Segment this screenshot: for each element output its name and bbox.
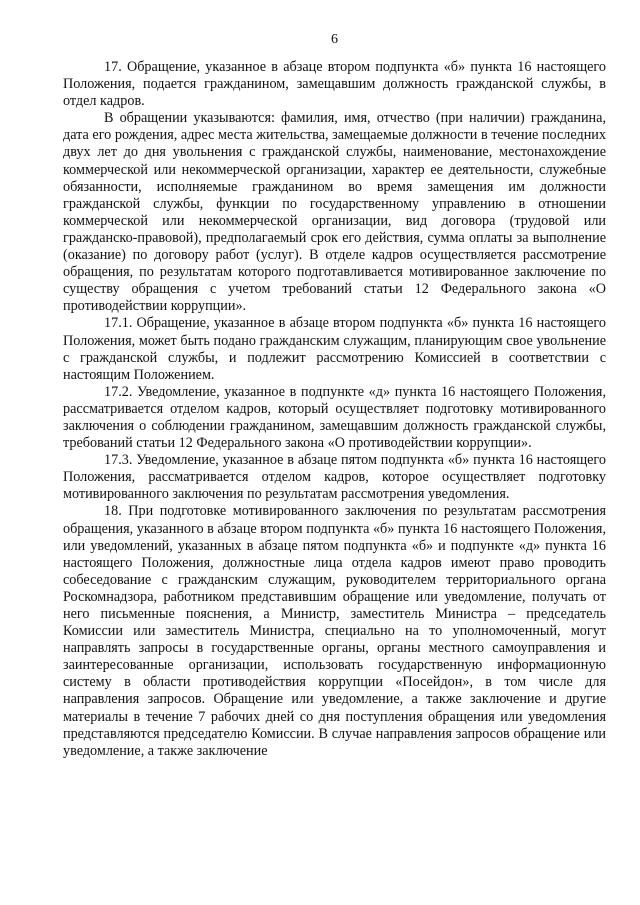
paragraph-17-2: 17.2. Уведомление, указанное в подпункте «д» пункта 16 настоящего Положения, рассматривается отделом кадров, который осуществляет подготовку мотивированного заключения о соблюдении гражданином, замещавшим должность гражданской службы, требований статьи 12 Федерального закона «О противодействии коррупции».: [63, 383, 606, 452]
paragraph-17-contents: В обращении указываются: фамилия, имя, отчество (при наличии) гражданина, дата его рождения, адрес места жительства, замещаемые должности в течение последних двух лет до дня увольнения с гражданской службы, наименование, местонахождение коммерческой или некоммерческой организации, характер ее деятельности, служебные обязанности, исполняемые гражданином во время замещения им должности гражданской службы, функции по государственному управлению в отношении коммерческой или некоммерческой организации, вид договора (трудовой или гражданско-правовой), предполагаемый срок его действия, сумма оплаты за выполнение (оказание) по договору работ (услуг). В отделе кадров осуществляется рассмотрение обращения, по результатам которого подготавливается мотивированное заключение по существу обращения с учетом требований статьи 12 Федерального закона «О противодействии коррупции».: [63, 110, 606, 315]
paragraph-17: 17. Обращение, указанное в абзаце втором подпункта «б» пункта 16 настоящего Положения, подается гражданином, замещавшим должность гражданской службы, в отдел кадров.: [63, 59, 606, 110]
page-number: 6: [331, 32, 338, 47]
paragraph-18: 18. При подготовке мотивированного заключения по результатам рассмотрения обращения, указанного в абзаце втором подпункта «б» пункта 16 настоящего Положения, или уведомлений, указанных в абзаце пятом подпункта «б» и подпункте «д» пункта 16 настоящего Положения, должностные лица отдела кадров имеют право проводить собеседование с гражданским служащим, руководителем территориального органа Роскомнадзора, работником представившим обращение или уведомление, получать от него письменные пояснения, а Министр, заместитель Министра – председатель Комиссии или заместитель Министра, специально на то уполномоченный, могут направлять запросы в государственные органы, органы местного самоуправления и заинтересованные организации, использовать государственную информационную систему в области противодействия коррупции «Посейдон», в том числе для направления запросов. Обращение или уведомление, а также заключение и другие материалы в течение 7 рабочих дней со дня поступления обращения или уведомления представляются председателю Комиссии. В случае направления запросов обращение или уведомление, а также заключение: [63, 503, 606, 759]
paragraph-17-3: 17.3. Уведомление, указанное в абзаце пятом подпункта «б» пункта 16 настоящего Положения, рассматривается отделом кадров, которое осуществляет подготовку мотивированного заключения по результатам рассмотрения уведомления.: [63, 452, 606, 503]
paragraph-17-1: 17.1. Обращение, указанное в абзаце втором подпункта «б» пункта 16 настоящего Положения, может быть подано гражданским служащим, планирующим свое увольнение с гражданской службы, и подлежит рассмотрению Комиссией в соответствии с настоящим Положением.: [63, 315, 606, 383]
